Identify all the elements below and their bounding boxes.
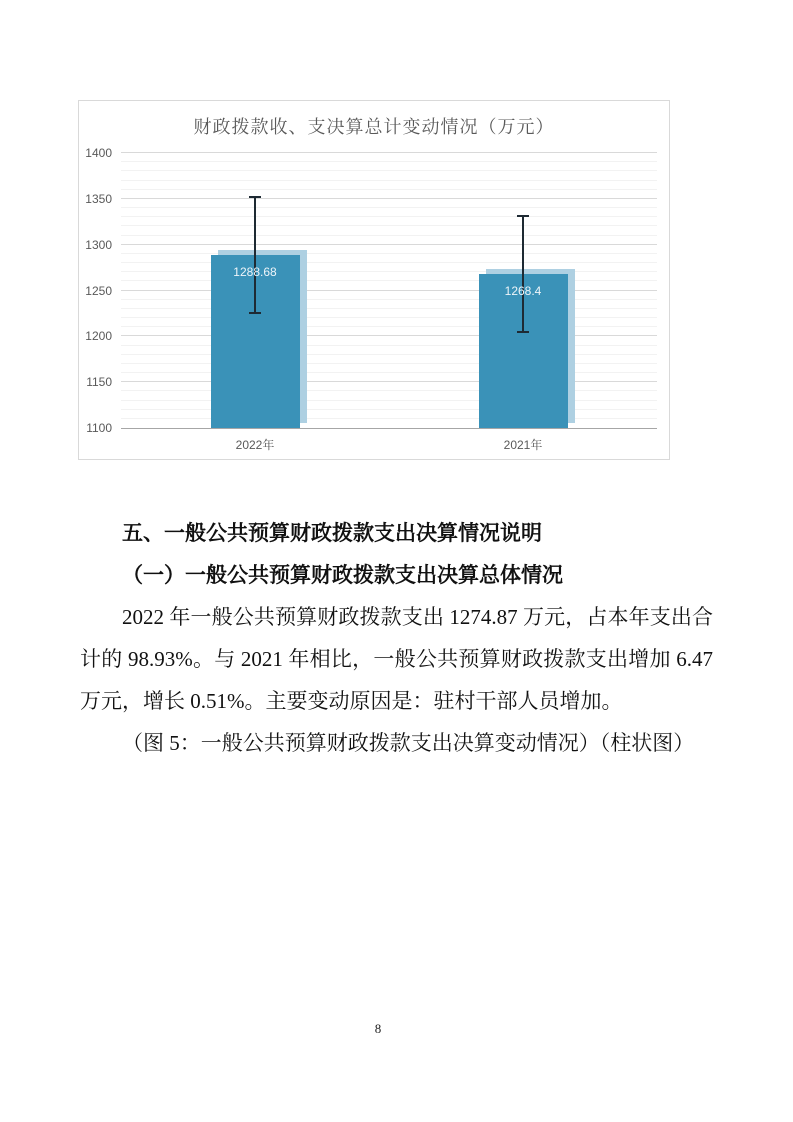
minor-gridline (121, 317, 657, 318)
y-axis-tick-label: 1200 (85, 329, 112, 344)
error-bar-cap-top (249, 196, 261, 198)
subsection-heading: （一）一般公共预算财政拨款支出决算总体情况 (122, 563, 563, 587)
major-gridline (121, 244, 657, 245)
minor-gridline (121, 299, 657, 300)
minor-gridline (121, 345, 657, 346)
minor-gridline (121, 418, 657, 419)
section-heading: 五、一般公共预算财政拨款支出决算情况说明 (122, 521, 542, 545)
y-axis-tick-label: 1100 (86, 421, 112, 435)
error-bar (254, 197, 256, 313)
minor-gridline (121, 308, 657, 309)
minor-gridline (121, 253, 657, 254)
minor-gridline (121, 326, 657, 327)
major-gridline (121, 198, 657, 199)
x-axis-category-label: 2021年 (503, 438, 543, 452)
minor-gridline (121, 409, 657, 410)
x-axis-category-label: 2022年 (235, 438, 275, 452)
chart-title: 财政拨款收、支决算总计变动情况（万元） (193, 117, 555, 137)
x-axis-line (121, 428, 657, 429)
y-axis-tick-label: 1250 (85, 283, 112, 298)
minor-gridline (121, 280, 657, 281)
minor-gridline (121, 225, 657, 226)
minor-gridline (121, 262, 657, 263)
minor-gridline (121, 170, 657, 171)
major-gridline (121, 381, 657, 382)
minor-gridline (121, 372, 657, 373)
minor-gridline (121, 189, 657, 190)
minor-gridline (121, 390, 657, 391)
minor-gridline (121, 400, 657, 401)
plot-area (85, 146, 657, 452)
minor-gridline (121, 180, 657, 181)
y-axis-tick-label: 1400 (85, 146, 112, 160)
error-bar-cap-top (517, 215, 529, 217)
minor-gridline (121, 216, 657, 217)
minor-gridline (121, 161, 657, 162)
bar-value-label: 1288.68 (233, 265, 277, 280)
error-bar (522, 216, 524, 332)
page-number: 8 (374, 1021, 382, 1036)
minor-gridline (121, 354, 657, 355)
y-axis-tick-label: 1150 (86, 375, 112, 390)
major-gridline (121, 152, 657, 153)
y-axis-tick-label: 1350 (85, 191, 112, 206)
text-content (80, 512, 713, 764)
major-gridline (121, 335, 657, 336)
body-paragraph: 2022 年一般公共预算财政拨款支出 1274.87 万元，占本年支出合计的 98.93%。与 2021 年相比，一般公共预算财政拨款支出增加 6.47 万元，增长 0.51%。主要变动原因是：驻村干部人员增加。 (80, 605, 713, 713)
minor-gridline (121, 271, 657, 272)
minor-gridline (121, 235, 657, 236)
bar-value-label: 1268.4 (504, 283, 542, 298)
minor-gridline (121, 207, 657, 208)
minor-gridline (121, 363, 657, 364)
error-bar-cap-bottom (249, 312, 261, 314)
figure-caption: （图 5：一般公共预算财政拨款支出决算变动情况）（柱状图） (122, 731, 695, 755)
error-bar-cap-bottom (517, 331, 529, 333)
y-axis-tick-label: 1300 (85, 237, 112, 252)
chart-figure (78, 100, 670, 460)
major-gridline (121, 290, 657, 291)
